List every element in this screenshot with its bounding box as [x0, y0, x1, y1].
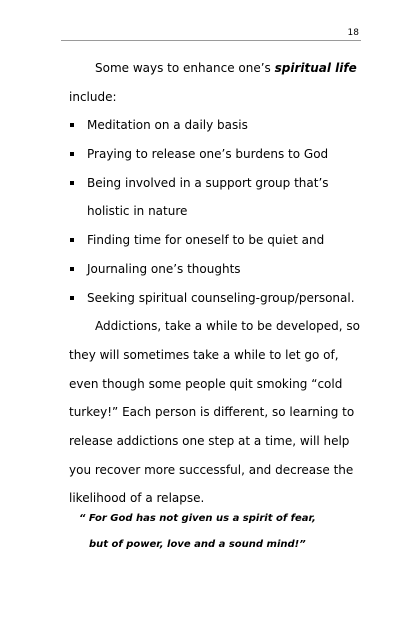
intro-line [69, 54, 369, 83]
intro-text: Some ways to enhance one’s [95, 61, 275, 75]
bullet-item-meditation [69, 111, 369, 140]
bullet-item-counseling [69, 284, 369, 313]
quote-line-2: but of power, love and a sound mind!” [89, 539, 306, 550]
bullet-marker-icon [70, 296, 74, 300]
paragraph-line: turkey!” Each person is different, so learning to [69, 405, 355, 420]
bullet-item-support-group-continued: holistic in nature [87, 204, 188, 219]
bullet-text: Seeking spiritual counseling-group/personal. [87, 290, 355, 305]
header-rule [61, 40, 361, 41]
bullet-text: Being involved in a support group that’s [87, 175, 329, 190]
paragraph-line: even though some people quit smoking “cold [69, 376, 343, 391]
bullet-marker-icon [70, 267, 74, 271]
bullet-item-support-group [69, 169, 369, 198]
bullet-text: Meditation on a daily basis [87, 118, 248, 133]
paragraph-line: Addictions, take a while to be developed, so [95, 319, 360, 334]
intro-emphasis: spiritual life [274, 61, 357, 75]
bullet-text: Finding time for oneself to be quiet and [87, 233, 325, 248]
page-content [69, 54, 369, 513]
bullet-item-journaling [69, 255, 369, 284]
scripture-quote [79, 506, 399, 558]
bullet-item-praying [69, 140, 369, 169]
paragraph-line: you recover more successful, and decrease the [69, 462, 354, 477]
bullet-text: Praying to release one’s burdens to God [87, 147, 329, 162]
bullet-marker-icon [70, 152, 74, 156]
bullet-marker-icon [70, 181, 74, 185]
bullet-marker-icon [70, 123, 74, 127]
bullet-text: Journaling one’s thoughts [87, 261, 241, 276]
bullet-marker-icon [70, 238, 74, 242]
quote-line-1: “ For God has not given us a spirit of fear, [79, 513, 316, 524]
page-number: 18 [347, 28, 359, 38]
paragraph-line: release addictions one step at a time, will help [69, 433, 350, 448]
paragraph-line: they will sometimes take a while to let go of, [69, 347, 339, 362]
paragraph-line: likelihood of a relapse. [69, 491, 205, 506]
bullet-item-quiet-time [69, 226, 369, 255]
intro-continuation: include: [69, 89, 117, 104]
